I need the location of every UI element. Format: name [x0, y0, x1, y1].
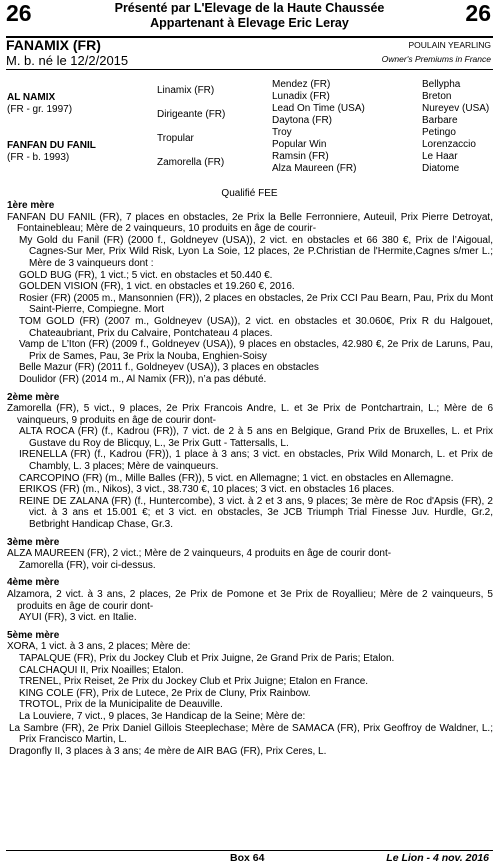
sire-info: (FR - gr. 1997)	[7, 104, 73, 115]
box-number: Box 64	[230, 852, 265, 864]
ped-g1-3: Tropular	[157, 133, 194, 144]
ped-g2-6: Popular Win	[272, 139, 327, 150]
ped-g3-1: Bellypha	[422, 79, 461, 90]
name-rule	[6, 69, 493, 70]
produce-entry: Belle Mazur (FR) (2011 f., Goldneyev (USA)), 3 places en obstacles	[19, 362, 319, 374]
ped-g2-8: Alza Maureen (FR)	[272, 163, 357, 174]
produce-entry: Zamorella (FR), voir ci-dessus.	[19, 559, 156, 571]
dam-info: (FR - b. 1993)	[7, 152, 70, 163]
fifth-dam-paragraph: XORA, 1 vict. à 3 ans, 2 places; Mère de:	[7, 641, 191, 653]
ped-g3-6: Lorenzaccio	[422, 139, 476, 150]
ped-g3-5: Petingo	[422, 127, 456, 138]
horse-name: FANAMIX (FR)	[6, 37, 101, 53]
produce-entry: Rosier (FR) (2005 m., Mansonnien (FR)), 2 places en obstacles, 2e Prix CCI Pau Bearn, Pau, Prix du Mont Saint-Pierre, Compiegne. Mort	[19, 292, 493, 316]
dam-paragraph: FANFAN DU FANIL (FR), 7 places en obstacles, 2e Prix la Belle Ferronniere, Auteuil, Prix Pierre Detroyat, Fontainebleau; Mère de 2 vainqueurs, 10 produits en âge de courir-	[7, 211, 493, 235]
second-dam-paragraph: Zamorella (FR), 5 vict., 9 places, 2e Prix Francois Andre, L. et 3e Prix de Pontchartrain, L.; Mère de 6 vainqueurs, 9 produits en âge de courir dont-	[7, 403, 493, 426]
produce-entry: REINE DE ZALANA (FR) (f., Huntercombe), 3 vict. à 2 et 3 ans, 9 places; 3e mère de Roc d'Apsis (FR), 2 vict. à 3 ans et 15.001 €; et 3 vict. en obstacles, 3e JCB Triumph Trial Finesse Juv. Hurdle, Gr.2, Betbright Handicap Chase, Gr.3.	[19, 495, 493, 531]
section-title-3: 3ème mère	[7, 536, 60, 548]
ped-g2-7: Ramsin (FR)	[272, 151, 329, 162]
catalogue-header	[0, 0, 499, 36]
lot-number-right: 26	[465, 0, 491, 26]
produce-entry: TROTOL, Prix de la Municipalite de Deauville.	[19, 699, 223, 711]
section-title-1: 1ère mère	[7, 200, 55, 211]
ped-g2-4: Daytona (FR)	[272, 115, 333, 126]
ped-g3-4: Barbare	[422, 115, 458, 126]
section-title-4: 4ème mère	[7, 577, 60, 589]
produce-entry: ERIKOS (FR) (m., Nikos), 3 vict., 38.730 €, 10 places; 3 vict. en obstacles 16 places.	[19, 484, 395, 496]
consignor-line: Présenté par L'Elevage de la Haute Chaussée	[114, 1, 385, 15]
produce-entry: IRENELLA (FR) (f., Kadrou (FR)), 1 place à 3 ans; 3 vict. en obstacles, Prix Wild Monarch, L. et Prix de Chambly, L. 3 places; Mère de vainqueurs.	[19, 449, 493, 473]
produce-entry: GOLDEN VISION (FR), 1 vict. en obstacles et 19.260 €, 2016.	[19, 281, 295, 293]
produce-entry: TAPALQUE (FR), Prix du Jockey Club et Prix Juigne, 2e Grand Prix de Paris; Etalon.	[19, 652, 395, 664]
produce-entry: CALCHAQUI II, Prix Noailles; Etalon.	[19, 664, 184, 676]
ped-g3-7: Le Haar	[422, 151, 458, 162]
produce-entry: GOLD BUG (FR), 1 vict.; 5 vict. en obstacles et 50.440 €.	[19, 269, 273, 281]
ped-g1-1: Linamix (FR)	[157, 85, 215, 96]
third-dam-paragraph: ALZA MAUREEN (FR), 2 vict.; Mère de 2 vainqueurs, 4 produits en âge de courir dont-	[7, 548, 392, 560]
produce-entry: AYUI (FR), 3 vict. en Italie.	[19, 612, 137, 624]
footer-rule	[6, 850, 493, 851]
produce-entry: CARCOPINO (FR) (m., Mille Balles (FR)), 5 vict. en Allemagne; 1 vict. en obstacles en Allemagne.	[19, 472, 454, 484]
family-notes	[7, 200, 493, 757]
horse-category: POULAIN YEARLING	[408, 40, 491, 50]
ped-g1-2: Dirigeante (FR)	[157, 109, 226, 120]
ped-g1-4: Zamorella (FR)	[157, 157, 225, 168]
ped-g2-2: Lunadix (FR)	[272, 91, 330, 102]
qualifie-fee: Qualifié FEE	[221, 188, 278, 199]
section-title-5: 5ème mère	[7, 629, 60, 641]
produce-entry: Doulidor (FR) (2014 m., Al Namix (FR)), n’a pas débuté.	[19, 373, 267, 385]
produce-entry: Dragonfly II, 3 places à 3 ans; 4e mère de AIR BAG (FR), Prix Ceres, L.	[9, 745, 327, 757]
produce-entry: ALTA ROCA (FR) (f., Kadrou (FR)), 7 vict. de 2 à 5 ans en Belgique, Grand Prix de Bruxelles, L. et Prix Gustave du Roy de Blicquy, L., 3e Prix Gutt - Tattersalls, L.	[19, 426, 493, 449]
ped-g3-3: Nureyev (USA)	[422, 103, 490, 114]
produce-entry: La Sambre (FR), 2e Prix Daniel Gillois Steeplechase; Mère de SAMACA (FR), Prix Geoffroy de Waldner, L.; Prix Francisco Martin, L.	[9, 722, 493, 746]
produce-entry: La Louviere, 7 vict., 9 places, 3e Handicap de la Seine; Mère de:	[19, 710, 306, 722]
owner-line: Appartenant à Elevage Eric Leray	[150, 16, 349, 30]
consignor-block	[60, 1, 439, 31]
sire-name: AL NAMIX	[7, 92, 56, 103]
sale-name: Le Lion - 4 nov. 2016	[386, 852, 489, 864]
produce-entry: TRENEL, Prix Reiset, 2e Prix du Jockey Club et Prix Juigne; Etalon en France.	[19, 676, 369, 688]
ped-g2-3: Lead On Time (USA)	[272, 103, 365, 114]
fourth-dam-paragraph: Alzamora, 2 vict. à 3 ans, 2 places, 2e Prix de Pomone et 3e Prix de Royallieu; Mère de 2 vainqueurs, 5 produits en âge de courir dont-	[7, 589, 493, 612]
ped-g3-2: Breton	[422, 91, 452, 102]
produce-entry: Vamp de L’Iton (FR) (2009 f., Goldneyev (USA)), 9 places en obstacles, 42.980 €, 2e Prix de Laruns, Pau, Prix de Sames, Pau, 3e Prix la Nouba, Enghien-Soisy	[19, 339, 493, 362]
produce-entry: KING COLE (FR), Prix de Lutece, 2e Prix de Cluny, Prix Rainbow.	[19, 687, 311, 699]
lot-number-left: 26	[6, 0, 32, 26]
ped-g2-5: Troy	[272, 127, 292, 138]
section-title-2: 2ème mère	[7, 391, 60, 403]
ped-g3-8: Diatome	[422, 163, 460, 174]
produce-entry: TOM GOLD (FR) (2007 m., Goldneyev (USA)), 2 vict. en obstacles et 30.060€, Prix R du Halgouet, Chateaubriant, Prix du Calvaire, Pontchateau 4 places.	[19, 315, 493, 339]
horse-birth: M. b. né le 12/2/2015	[6, 53, 129, 68]
produce-entry: My Gold du Fanil (FR) (2000 f., Goldneyev (USA)), 2 vict. en obstacles et 66 380 €, Prix de l’Aigoual, Cagnes-Sur Mer, Prix Wild Risk, Lyon La Soie, 12 places, 2e P.Christian de l'Hermite,Cagnes s/mer L.; Mère de 3 vainqueurs dont :	[19, 234, 493, 269]
dam-name: FANFAN DU FANIL	[7, 140, 96, 151]
owner-premiums: Owner's Premiums in France	[381, 54, 491, 64]
ped-g2-1: Mendez (FR)	[272, 79, 331, 90]
